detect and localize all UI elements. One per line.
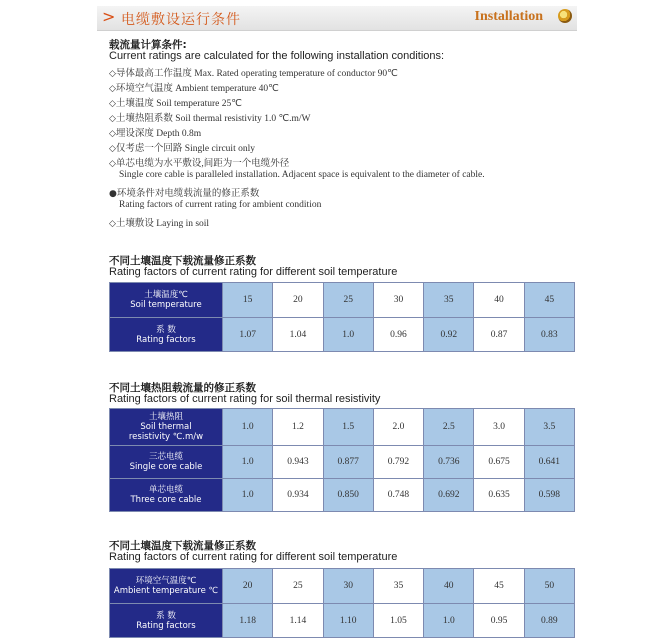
table-title-en: Rating factors of current rating for different soil temperature xyxy=(109,551,398,563)
table-cell: 1.2 xyxy=(273,409,323,446)
section-header xyxy=(97,6,577,31)
condition-item: ◇埋设深度 Depth 0.8m xyxy=(109,129,202,139)
table-cell: 2.0 xyxy=(373,409,423,446)
table-cell: 0.95 xyxy=(474,604,524,638)
table-cell: 0.792 xyxy=(373,446,423,479)
table-cell: 2.5 xyxy=(424,409,474,446)
table-cell: 0.635 xyxy=(474,479,524,512)
table-cell: 0.87 xyxy=(474,318,524,352)
table-cell: 1.18 xyxy=(223,604,273,638)
table-row xyxy=(110,409,575,446)
table-cell: 1.07 xyxy=(223,318,273,352)
table-cell: 30 xyxy=(323,569,373,604)
table-cell: 1.04 xyxy=(273,318,323,352)
table-cell: 1.0 xyxy=(223,446,273,479)
table-cell: 0.92 xyxy=(424,318,474,352)
table-cell: 0.934 xyxy=(273,479,323,512)
condition-item: ◇单芯电缆为水平敷设,间距为一个电缆外径 xyxy=(109,159,290,169)
table-row xyxy=(110,283,575,318)
table-cell: 0.675 xyxy=(474,446,524,479)
table-title-cn: 不同土壤热阻载流量的修正系数 xyxy=(109,382,256,394)
table-row xyxy=(110,604,575,638)
table-title-en: Rating factors of current rating for soil thermal resistivity xyxy=(109,393,381,405)
condition-item: ◇仅考虑一个回路 Single circuit only xyxy=(109,144,255,154)
table-row xyxy=(110,446,575,479)
section-title-cn: 电缆敷设运行条件 xyxy=(121,12,241,28)
table-cell: 20 xyxy=(223,569,273,604)
table-cell: 0.598 xyxy=(524,479,574,512)
table-cell: 0.89 xyxy=(524,604,574,638)
table-cell: 0.877 xyxy=(323,446,373,479)
table-cell: 35 xyxy=(373,569,423,604)
row-header: 系 数 Rating factors xyxy=(110,318,223,352)
condition-item: ◇土壤敷设 Laying in soil xyxy=(109,219,210,229)
condition-item: ●环境条件对电缆载流量的修正系数 xyxy=(109,189,260,199)
table-cell: 1.14 xyxy=(273,604,323,638)
table-cell: 0.83 xyxy=(524,318,574,352)
section-title-en: Installation xyxy=(474,9,543,24)
table-cell: 3.0 xyxy=(474,409,524,446)
row-header: 土壤温度℃ Soil temperature xyxy=(110,283,223,318)
conditions-heading-en: Current ratings are calculated for the following installation conditions: xyxy=(109,50,445,62)
table-cell: 0.748 xyxy=(373,479,423,512)
table-cell: 1.0 xyxy=(323,318,373,352)
table-cell: 0.943 xyxy=(273,446,323,479)
table-cell: 25 xyxy=(273,569,323,604)
condition-item: ◇导体最高工作温度 Max. Rated operating temperature of conductor 90℃ xyxy=(109,69,398,79)
table-cell: 0.692 xyxy=(424,479,474,512)
table-cell: 0.96 xyxy=(373,318,423,352)
condition-item: ◇土壤热阻系数 Soil thermal resistivity 1.0 ℃.m/W xyxy=(109,114,311,124)
row-header: 系 数 Rating factors xyxy=(110,604,223,638)
table-cell: 15 xyxy=(223,283,273,318)
gold-emblem-icon xyxy=(558,9,572,23)
table-title-cn: 不同土壤温度下载流量修正系数 xyxy=(109,255,256,267)
table-row xyxy=(110,569,575,604)
table-cell: 50 xyxy=(524,569,574,604)
row-header: 环境空气温度℃ Ambient temperature ℃ xyxy=(110,569,223,604)
table-cell: 1.0 xyxy=(223,409,273,446)
condition-item: Single core cable is paralleled installation. Adjacent space is equivalent to the diameter of cable. xyxy=(119,170,485,180)
table-cell: 0.736 xyxy=(424,446,474,479)
condition-item: ◇环境空气温度 Ambient temperature 40℃ xyxy=(109,84,279,94)
table-cell: 30 xyxy=(373,283,423,318)
table-cell: 1.05 xyxy=(373,604,423,638)
table-row xyxy=(110,479,575,512)
table-cell: 45 xyxy=(524,283,574,318)
table-cell: 40 xyxy=(474,283,524,318)
table-cell: 25 xyxy=(323,283,373,318)
table-cell: 20 xyxy=(273,283,323,318)
row-header: 土壤热阻 Soil thermal resistivity ℃.m/w xyxy=(110,409,223,446)
table-title-en: Rating factors of current rating for different soil temperature xyxy=(109,266,398,278)
table-cell: 1.0 xyxy=(424,604,474,638)
table-cell: 35 xyxy=(424,283,474,318)
table-row xyxy=(110,318,575,352)
row-header: 三芯电缆 Single core cable xyxy=(110,446,223,479)
rating-table-ambient-temperature xyxy=(109,568,575,638)
condition-item: ◇土壤温度 Soil temperature 25℃ xyxy=(109,99,242,109)
table-cell: 1.0 xyxy=(223,479,273,512)
condition-item: Rating factors of current rating for ambient condition xyxy=(119,200,322,210)
rating-table-soil-resistivity xyxy=(109,408,575,512)
table-cell: 3.5 xyxy=(524,409,574,446)
table-cell: 0.641 xyxy=(524,446,574,479)
table-cell: 1.5 xyxy=(323,409,373,446)
chevron-right-icon: > xyxy=(102,7,116,26)
row-header: 单芯电缆 Three core cable xyxy=(110,479,223,512)
conditions-heading-cn: 载流量计算条件: xyxy=(109,39,187,51)
table-cell: 40 xyxy=(424,569,474,604)
table-cell: 0.850 xyxy=(323,479,373,512)
rating-table-soil-temperature xyxy=(109,282,575,352)
table-cell: 45 xyxy=(474,569,524,604)
table-cell: 1.10 xyxy=(323,604,373,638)
table-title-cn: 不同土壤温度下载流量修正系数 xyxy=(109,540,256,552)
